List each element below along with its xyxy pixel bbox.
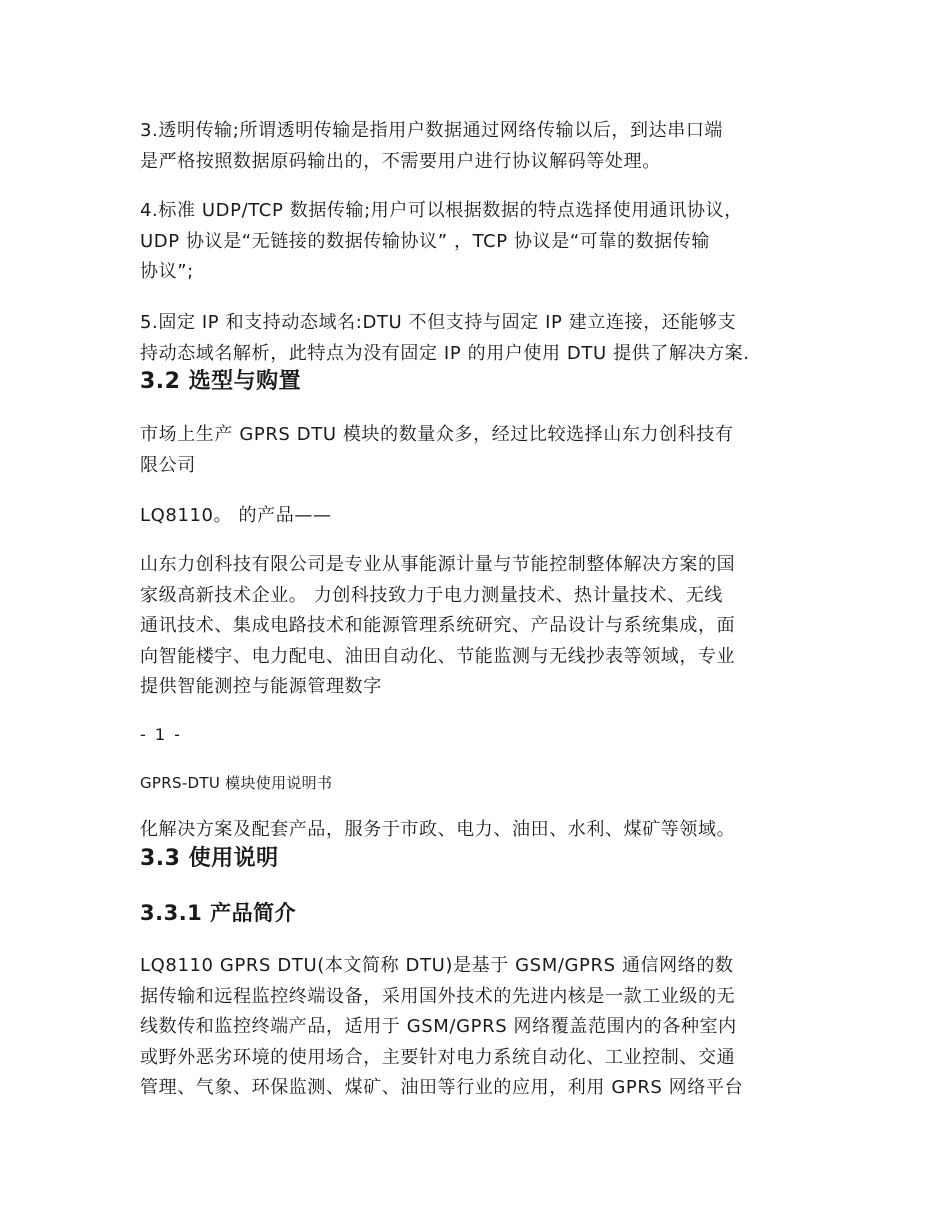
paragraph-solutions [140, 815, 820, 846]
text-line: 提供智能测控与能源管理数字 [140, 676, 382, 697]
section-heading-3-3-1 [140, 898, 820, 928]
text-line: LQ8110。 的产品—— [140, 505, 332, 526]
paragraph-text [140, 420, 820, 481]
text-line: 持动态域名解析，此特点为没有固定 IP 的用户使用 DTU 提供了解决方案. [140, 342, 750, 364]
paragraph-text [140, 501, 820, 532]
section-heading-3-2 [140, 367, 820, 397]
paragraph-product-model [140, 501, 820, 532]
paragraph-text [140, 951, 820, 1104]
text-line: 5.固定 IP 和支持动态域名:DTU 不但支持与固定 IP 建立连接，还能够支 [140, 312, 737, 333]
page-number-text: - 1 - [140, 725, 182, 744]
page-number [140, 725, 820, 744]
paragraph-text [140, 815, 820, 846]
text-line: 是严格按照数据原码输出的，不需要用户进行协议解码等处理。 [140, 150, 661, 172]
text-line: 化解决方案及配套产品，服务于市政、电力、油田、水利、煤矿等领域。 [140, 819, 736, 840]
text-line: UDP 协议是“无链接的数据传输协议” ，TCP 协议是“可靠的数据传输 [140, 230, 710, 252]
text-line: 4.标准 UDP/TCP 数据传输;用户可以根据数据的特点选择使用通讯协议， [140, 200, 743, 221]
text-line: 向智能楼宇、电力配电、油田自动化、节能监测与无线抄表等领域，专业 [140, 645, 736, 667]
running-header-text: GPRS-DTU 模块使用说明书 [140, 774, 333, 792]
text-line: 山东力创科技有限公司是专业从事能源计量与节能控制整体解决方案的国 [140, 554, 736, 575]
paragraph-text [140, 196, 820, 288]
paragraph-market [140, 420, 820, 481]
text-line: 或野外恶劣环境的使用场合，主要针对电力系统自动化、工业控制、交通 [140, 1046, 736, 1068]
paragraph-text [140, 116, 820, 177]
paragraph-fixed-ip [140, 308, 820, 369]
text-line: 3.透明传输;所谓透明传输是指用户数据通过网络传输以后，到达串口端 [140, 120, 724, 141]
text-line: LQ8110 GPRS DTU(本文简称 DTU)是基于 GSM/GPRS 通信网络的数 [140, 955, 734, 976]
section-heading: 3.2 选型与购置 [140, 369, 302, 394]
running-header [140, 772, 820, 793]
text-line: 管理、气象、环保监测、煤矿、油田等行业的应用，利用 GPRS 网络平台 [140, 1077, 744, 1098]
paragraph-transparent-transmission [140, 116, 820, 177]
text-line: 据传输和远程监控终端设备，采用国外技术的先进内核是一款工业级的无 [140, 985, 736, 1007]
paragraph-product-overview [140, 951, 820, 1104]
text-line: 家级高新技术企业。 力创科技致力于电力测量技术、热计量技术、无线 [140, 584, 723, 606]
paragraph-text [140, 308, 820, 369]
paragraph-text [140, 550, 820, 703]
section-heading-3-3 [140, 844, 820, 874]
text-line: 限公司 [140, 454, 196, 476]
text-line: 协议”; [140, 261, 194, 282]
text-line: 通讯技术、集成电路技术和能源管理系统研究、产品设计与系统集成，面 [140, 615, 736, 636]
paragraph-udp-tcp [140, 196, 820, 288]
text-line: 市场上生产 GPRS DTU 模块的数量众多，经过比较选择山东力创科技有 [140, 424, 734, 445]
section-heading: 3.3 使用说明 [140, 846, 279, 871]
paragraph-company-intro [140, 550, 820, 703]
text-line: 线数传和监控终端产品，适用于 GSM/GPRS 网络覆盖范围内的各种室内 [140, 1016, 737, 1037]
subsection-heading: 3.3.1 产品简介 [140, 901, 297, 925]
